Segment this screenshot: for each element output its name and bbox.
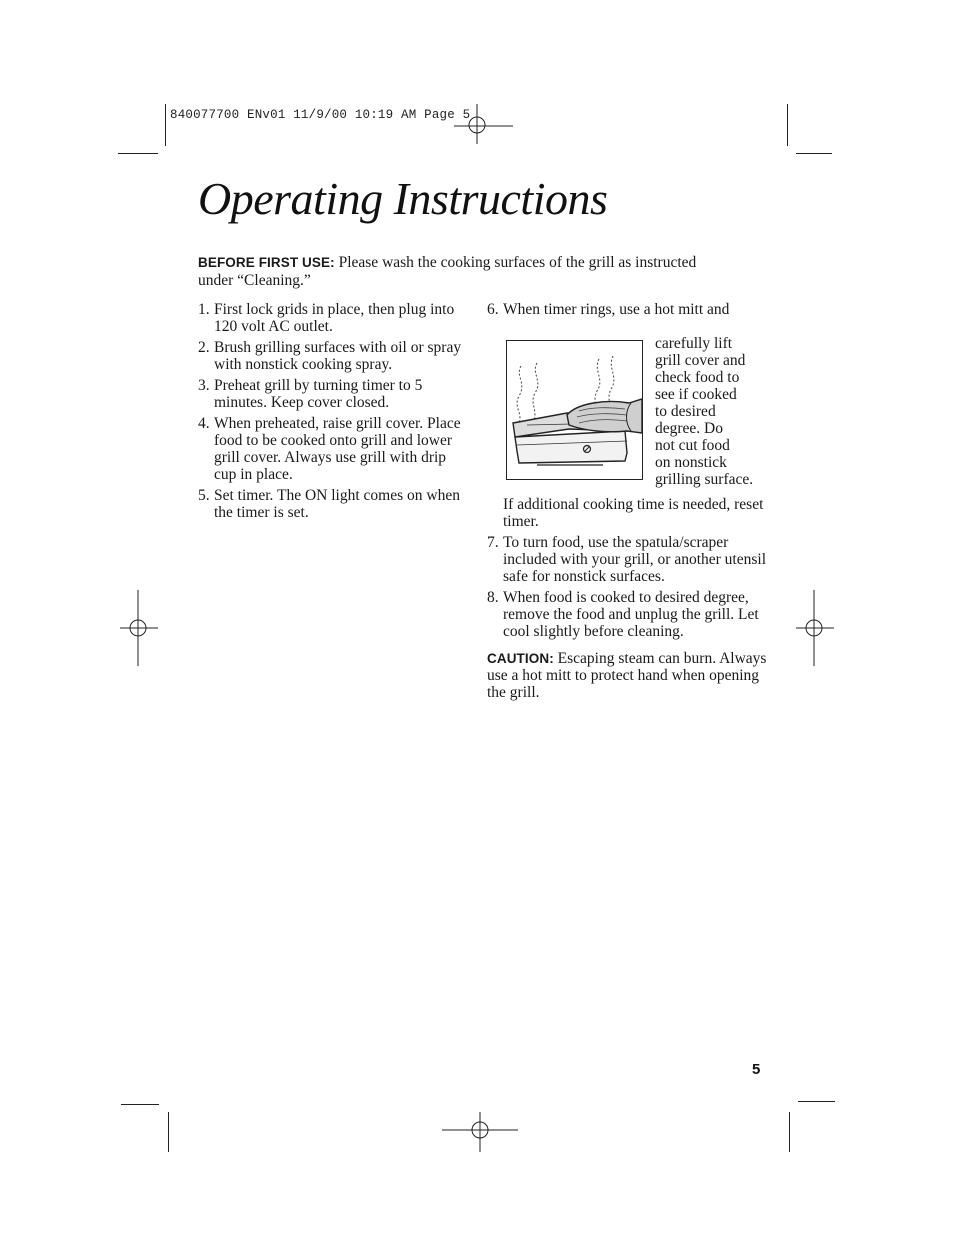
caution-note [487, 650, 777, 701]
crop-mark-top-right-horizontal [796, 153, 832, 154]
step-3 [198, 377, 468, 411]
grill-with-mitt-icon [507, 341, 643, 480]
caution-label: CAUTION: [487, 651, 554, 666]
wrap-line: not cut food [655, 437, 730, 454]
step-text: Brush grilling surfaces with oil or spray with nonstick cooking spray. [214, 339, 462, 373]
registration-mark-right-icon [794, 590, 838, 670]
grill-illustration [506, 340, 643, 480]
step-text: First lock grids in place, then plug into 120 volt AC outlet. [214, 301, 455, 335]
crop-mark-top-left-vertical [165, 104, 166, 146]
before-first-use-label: BEFORE FIRST USE: [198, 255, 335, 270]
steps-right-column [487, 301, 777, 701]
step-number: 7. [487, 534, 499, 551]
step-number: 1. [198, 301, 210, 318]
step-6-wrap-text [655, 335, 785, 488]
crop-mark-top-right-vertical [787, 104, 788, 146]
step-6 [487, 301, 777, 318]
crop-mark-bottom-right-vertical [789, 1112, 790, 1152]
step-6-illustration-block [487, 318, 777, 496]
step-8 [487, 589, 777, 640]
crop-mark-top-left-horizontal [118, 153, 158, 154]
step-1 [198, 301, 468, 335]
crop-mark-bottom-left-horizontal [121, 1104, 159, 1105]
wrap-line: see if cooked [655, 386, 737, 403]
wrap-line: carefully lift [655, 335, 733, 352]
registration-mark-left-icon [118, 590, 162, 670]
step-2 [198, 339, 468, 373]
print-slug: 840077700 ENv01 11/9/00 10:19 AM Page 5 [170, 108, 471, 122]
steps-left-column [198, 301, 468, 525]
wrap-line: grill cover and [655, 352, 746, 369]
step-number: 2. [198, 339, 210, 356]
step-number: 6. [487, 301, 499, 318]
before-first-use-text: Please wash the cooking surfaces of the grill as instructed under “Cleaning.” [198, 254, 697, 289]
step-text: When preheated, raise grill cover. Place food to be cooked onto grill and lower grill cover. Always use grill with drip cup in place. [214, 415, 461, 483]
wrap-line: degree. Do [655, 420, 723, 437]
step-text: Set timer. The ON light comes on when the timer is set. [214, 487, 460, 521]
crop-mark-bottom-left-vertical [168, 1112, 169, 1152]
step-number: 4. [198, 415, 210, 432]
step-4 [198, 415, 468, 483]
step-text: When food is cooked to desired degree, remove the food and unplug the grill. Let cool slightly before cleaning. [503, 589, 759, 640]
step-7 [487, 534, 777, 585]
caution-text: Escaping steam can burn. Always use a hot mitt to protect hand when opening the grill. [487, 650, 767, 701]
step-number: 8. [487, 589, 499, 606]
page-title: Operating Instructions [198, 173, 608, 224]
crop-mark-bottom-right-horizontal [798, 1101, 835, 1102]
wrap-line: check food to [655, 369, 740, 386]
step-5 [198, 487, 468, 521]
step-6-after-text: If additional cooking time is needed, reset timer. [503, 496, 764, 530]
before-first-use [198, 254, 718, 290]
wrap-line: to desired [655, 403, 716, 420]
step-number: 5. [198, 487, 210, 504]
step-text: To turn food, use the spatula/scraper included with your grill, or another utensil safe for nonstick surfaces. [503, 534, 767, 585]
step-text: Preheat grill by turning timer to 5 minutes. Keep cover closed. [214, 377, 423, 411]
wrap-line: on nonstick [655, 454, 727, 471]
registration-mark-bottom-icon [440, 1110, 520, 1154]
step-number: 3. [198, 377, 210, 394]
step-text-line-1: When timer rings, use a hot mitt and [503, 301, 730, 318]
wrap-line: grilling surface. [655, 471, 754, 488]
page-number: 5 [752, 1061, 761, 1078]
